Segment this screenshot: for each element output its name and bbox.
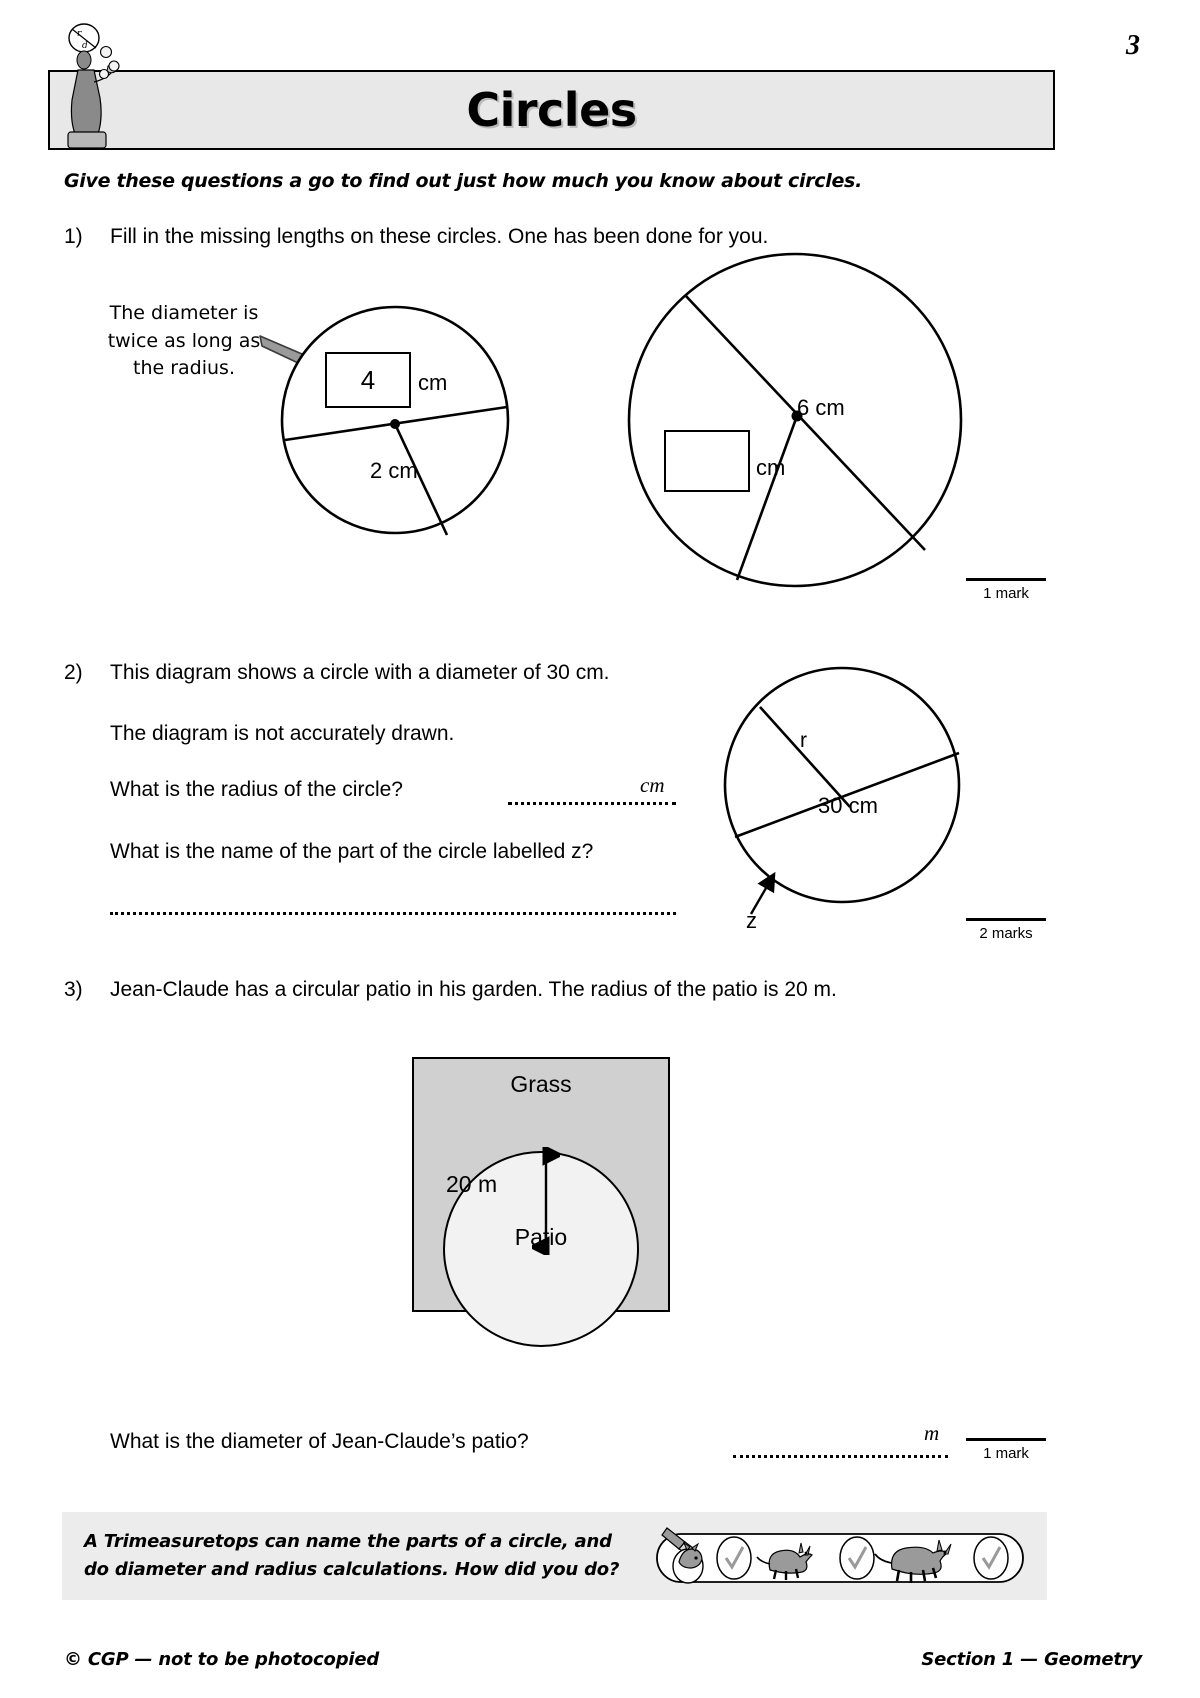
feedback-bar — [62, 1512, 1047, 1600]
q1-circle-b-radius-label: 6 cm — [797, 395, 845, 420]
q1-mark-rule — [966, 578, 1046, 581]
question-3-question: What is the diameter of Jean-Claude’s patio? — [110, 1430, 529, 1453]
q1-circle-a-answer-box[interactable] — [325, 352, 411, 408]
svg-text:d: d — [82, 41, 88, 51]
q3-mark-label: 1 mark — [983, 1445, 1029, 1462]
q2-name-answer-line[interactable] — [110, 912, 676, 915]
tick-circle-2 — [840, 1537, 874, 1579]
q1-annotation-line-1: The diameter is — [109, 302, 259, 324]
svg-text:r: r — [77, 29, 82, 39]
footer-copyright: © CGP — not to be photocopied — [64, 1649, 380, 1670]
dino-progress-strip — [655, 1522, 1025, 1588]
question-2-number: 2) — [64, 661, 83, 684]
q2-arc-label: z — [746, 908, 757, 933]
question-1-number: 1) — [64, 225, 83, 248]
q3-mark-block — [966, 1438, 1046, 1462]
q1-circle-a-answer-value: 4 — [360, 364, 376, 395]
q3-radius-arrow-icon — [532, 1147, 560, 1255]
q3-grass-label: Grass — [510, 1071, 572, 1097]
tick-circle-3 — [974, 1537, 1008, 1579]
q1-circle-b-unit: cm — [756, 455, 786, 480]
q1-annotation-line-3: the radius. — [133, 357, 235, 380]
feedback-line-1: A Trimeasuretops can name the parts of a circle, and — [84, 1531, 612, 1552]
q1-mark-block — [966, 578, 1046, 602]
juggler-mascot-icon — [58, 22, 134, 152]
tick-circle-1 — [717, 1537, 751, 1579]
q2-radius-unit: cm — [640, 773, 665, 797]
q2-mark-rule — [966, 918, 1046, 921]
question-3-number: 3) — [64, 978, 83, 1001]
q1-annotation-line-2: twice as long as — [107, 329, 261, 352]
intro-text: Give these questions a go to find out just how much you know about circles. — [64, 170, 862, 192]
q1-circle-b-answer-box[interactable] — [664, 430, 750, 492]
q2-z-arrow-icon — [735, 868, 795, 938]
footer-section: Section 1 — Geometry — [921, 1649, 1142, 1670]
q3-radius-label: 20 m — [446, 1171, 498, 1197]
question-2-line-4: What is the name of the part of the circle labelled z? — [110, 840, 594, 863]
q2-radius-answer-line[interactable] — [508, 802, 676, 805]
page-title: Circles — [466, 83, 637, 137]
q3-mark-rule — [966, 1438, 1046, 1441]
question-1-text: Fill in the missing lengths on these circles. One has been done for you. — [110, 225, 769, 248]
q2-mark-label: 2 marks — [979, 925, 1033, 942]
feedback-text — [84, 1528, 619, 1584]
page-number: 3 — [1126, 30, 1140, 61]
q3-patio-label: Patio — [514, 1224, 568, 1250]
q3-answer-line[interactable] — [733, 1455, 948, 1458]
question-3-text: Jean-Claude has a circular patio in his garden. The radius of the patio is 20 m. — [110, 978, 837, 1001]
question-2-line-3: What is the radius of the circle? — [110, 778, 403, 801]
q1-circle-b-diagram — [625, 250, 965, 590]
q3-unit: m — [924, 1421, 940, 1445]
q2-mark-block — [966, 918, 1046, 942]
question-2-line-2: The diagram is not accurately drawn. — [110, 722, 455, 745]
q1-circle-a-unit: cm — [418, 370, 448, 395]
q1-circle-a-diagram — [275, 295, 525, 545]
q1-mark-label: 1 mark — [983, 585, 1029, 602]
q2-diameter-label: 30 cm — [818, 793, 878, 818]
q1-circle-a-radius-label: 2 cm — [370, 458, 418, 483]
svg-text:r: r — [800, 729, 807, 752]
q1-annotation — [104, 300, 264, 383]
question-2-line-1: This diagram shows a circle with a diameter of 30 cm. — [110, 661, 610, 684]
feedback-line-2: do diameter and radius calculations. How did you do? — [84, 1558, 620, 1580]
q3-garden-diagram — [412, 1057, 670, 1312]
page-header-banner — [48, 70, 1055, 150]
